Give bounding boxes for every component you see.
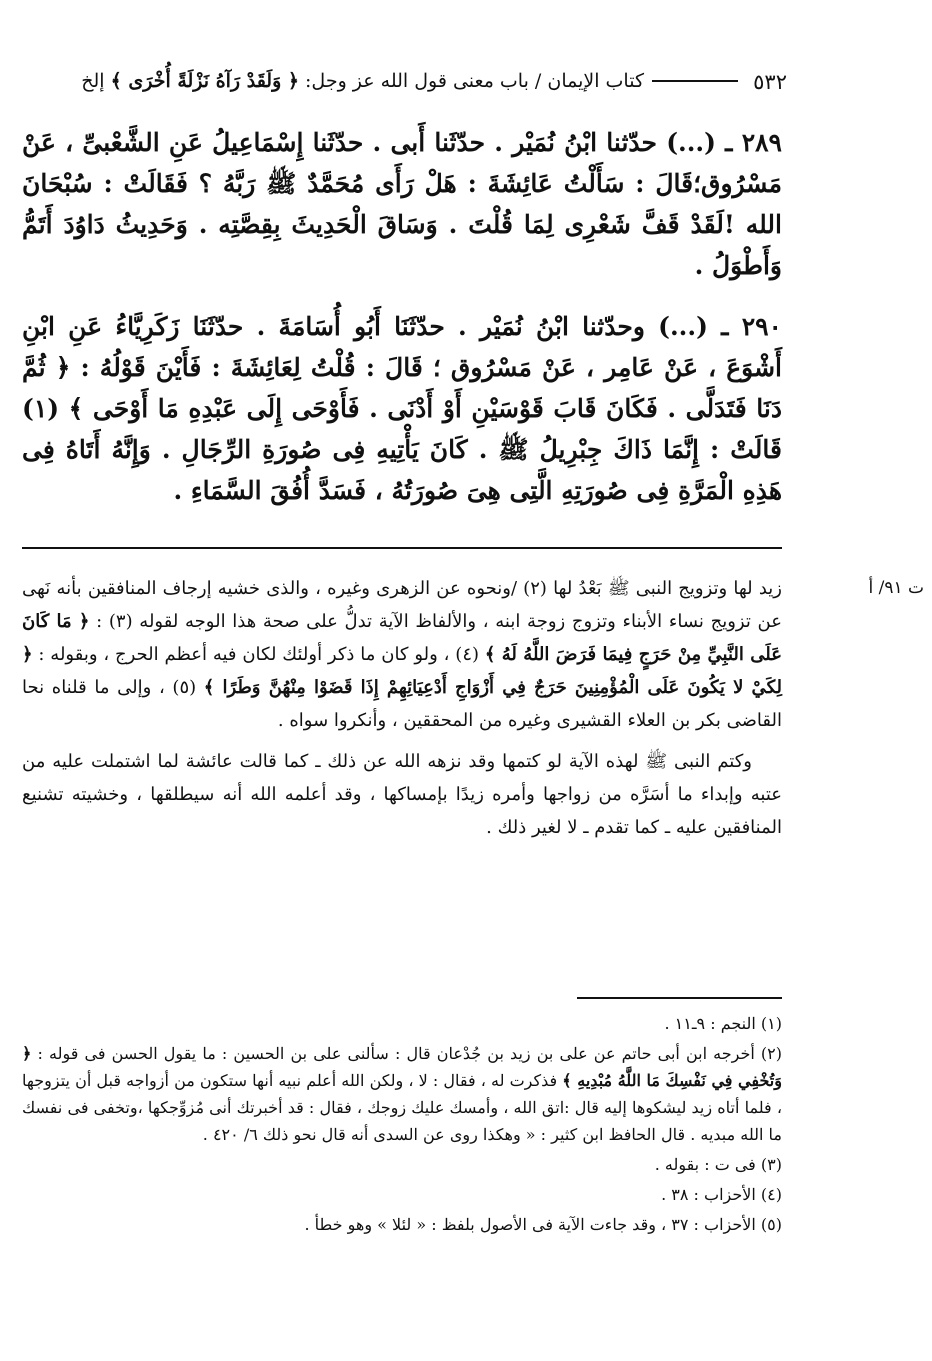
footnote-4: (٤) الأحزاب : ٣٨ . <box>661 1185 782 1204</box>
header-rule <box>652 80 738 82</box>
page-number: ٥٣٢ <box>753 70 787 94</box>
quran-quote: ﴿ وَتُخْفِي فِي نَفْسِكَ مَا اللَّهُ مُبْدِيهِ ﴾ <box>22 1044 782 1090</box>
manuscript-marker: ت ٩١/ أ <box>868 578 924 598</box>
commentary <box>22 572 782 852</box>
section-divider <box>22 547 782 549</box>
header-suffix: إلخ <box>81 70 105 92</box>
footnote-3: (٣) فى ت : بقوله . <box>654 1155 782 1174</box>
footnote-2: (٢) أخرجه ابن أبى حاتم عن على بن زيد بن جُدْعان قال : سألنى على بن الحسين : ما يقول الحسن فى قوله : ﴿ وَتُخْفِي فِي نَفْسِكَ مَا اللَّهُ مُبْدِيهِ ﴾ فذكرت له ، فقال : لا ، ولكن الله أعلم نبيه أنها ستكون من أزواجه قبل أن يتزوجها ، فلما أتاه زيد ليشكوها إليه قال :اتق الله ، وأمسك عليك زوجك ، فقال : قد أخبرتك أنى مُزوِّجكها ،وتخفى فى نفسك ما الله مبديه . قال الحافظ ابن كثير : « وهكذا روى عن السدى أنه قال نحو ذلك ٦/ ٤٢٠ . <box>22 1044 782 1144</box>
footnotes <box>22 1010 782 1241</box>
quran-quote: ﴿ لِكَيْ لا يَكُونَ عَلَى الْمُؤْمِنِينَ حَرَجٌ فِي أَزْوَاجِ أَدْعِيَائِهِمْ إِذَا قَضَوْا مِنْهُنَّ وَطَرًا ﴾ <box>22 644 782 698</box>
hadith-289: ٢٨٩ ـ (...) حدّثنا ابْنُ نُمَيْر . حدّثَنا أَبى . حدّثَنا إِسْمَاعِيلُ عَنِ الشَّعْبىِّ ، عَنْ مَسْرُوق؛قَالَ : سَأَلْتُ عَائِشَةَ : هَلْ رَأَى مُحَمَّدٌ ﷺ رَبَّهُ ؟ فَقَالَتْ : سُبْحَانَ الله !لَقَدْ قَفَّ شَعْرِى لِمَا قُلْتَ . وَسَاقَ الْحَدِيثَ بِقِصَّتِه . وَحَدِيثُ دَاوُدَ أَتَمُّ وَأَطْوَلُ . <box>22 128 782 280</box>
commentary-para-2: وكتم النبى ﷺ لهذه الآية لو كتمها وقد نزهه الله عن ذلك ـ كما قالت عائشة لما اشتملت عليه من عتبه وإبداء ما أسَرَّه من زواجها وأمره زيدًا بإمساكها ، وقد أعلمه الله أنه سيطلقها ، وخشيته تشنيع المنافقين عليه ـ كما تقدم ـ لا لغير ذلك . <box>22 751 782 838</box>
running-header <box>22 70 782 92</box>
commentary-para-1: زيد لها وتزويج النبى ﷺ بَعْدُ لها (٢) /ونحوه عن الزهرى وغيره ، والذى خشيه إرجاف المنافقين بأنه نَهى عن تزويج نساء الأبناء وتزوج زوجة ابنه ، والألفاظ الآية تدلُّ على صحة هذا الوجه لقوله (٣) : ﴿ مَا كَانَ عَلَى النَّبِيِّ مِنْ حَرَجٍ فِيمَا فَرَضَ اللَّهُ لَهُ ﴾ (٤) ، ولو كان ما ذكر أولئك لكان فيه أعظم الحرج ، وبقوله : ﴿ لِكَيْ لا يَكُونَ عَلَى الْمُؤْمِنِينَ حَرَجٌ فِي أَزْوَاجِ أَدْعِيَائِهِمْ إِذَا قَضَوْا مِنْهُنَّ وَطَرًا ﴾ (٥) ، وإلى ما قلناه نحا القاضى بكر بن العلاء القشيرى وغيره من المحققين ، وأنكروا سواه . <box>22 578 782 731</box>
footnote-rule <box>577 997 782 999</box>
header-quote: ﴿ وَلَقَدْ رَآهُ نَزْلَةً أُخْرَى ﴾ <box>110 70 300 92</box>
footnote-1: (١) النجم : ٩ـ١١ . <box>664 1014 782 1033</box>
quran-quote: ﴿ مَا كَانَ عَلَى النَّبِيِّ مِنْ حَرَجٍ فِيمَا فَرَضَ اللَّهُ لَهُ ﴾ <box>22 611 782 665</box>
header-title: كتاب الإيمان / باب معنى قول الله عز وجل: <box>305 70 644 92</box>
hadith-290: ٢٩٠ ـ (...) وحدّثنا ابْنُ نُمَيْر . حدّثَنَا أَبُو أُسَامَةَ . حدّثَنَا زَكَرِيَّاءُ عَنِ ابْنِ أَشْوَعَ ، عَنْ عَامِر ، عَنْ مَسْرُوق ؛ قَالَ : قُلْتُ لِعَائِشَةَ : فَأَيْنَ قَوْلُهُ : ﴿ ثُمَّ دَنَا فَتَدَلَّى . فَكَانَ قَابَ قَوْسَيْنِ أَوْ أَدْنَى . فَأَوْحَى إِلَى عَبْدِهِ مَا أَوْحَى ﴾ (١) قَالَتْ : إِنَّمَا ذَاكَ جِبْرِيلُ ﷺ . كَانَ يَأْتِيهِ فِى صُورَةِ الرِّجَالِ . وَإِنَّهُ أَتَاهُ فِى هَذِهِ الْمَرَّةِ فِى صُورَتِهِ الَّتِى هِىَ صُورَتُهُ ، فَسَدَّ أُفُقَ السَّمَاءِ . <box>22 312 782 505</box>
hadith-text <box>22 122 782 531</box>
footnote-5: (٥) الأحزاب : ٣٧ ، وقد جاءت الآية فى الأصول بلفظ : « لئلا » وهو خطأ . <box>304 1215 782 1234</box>
